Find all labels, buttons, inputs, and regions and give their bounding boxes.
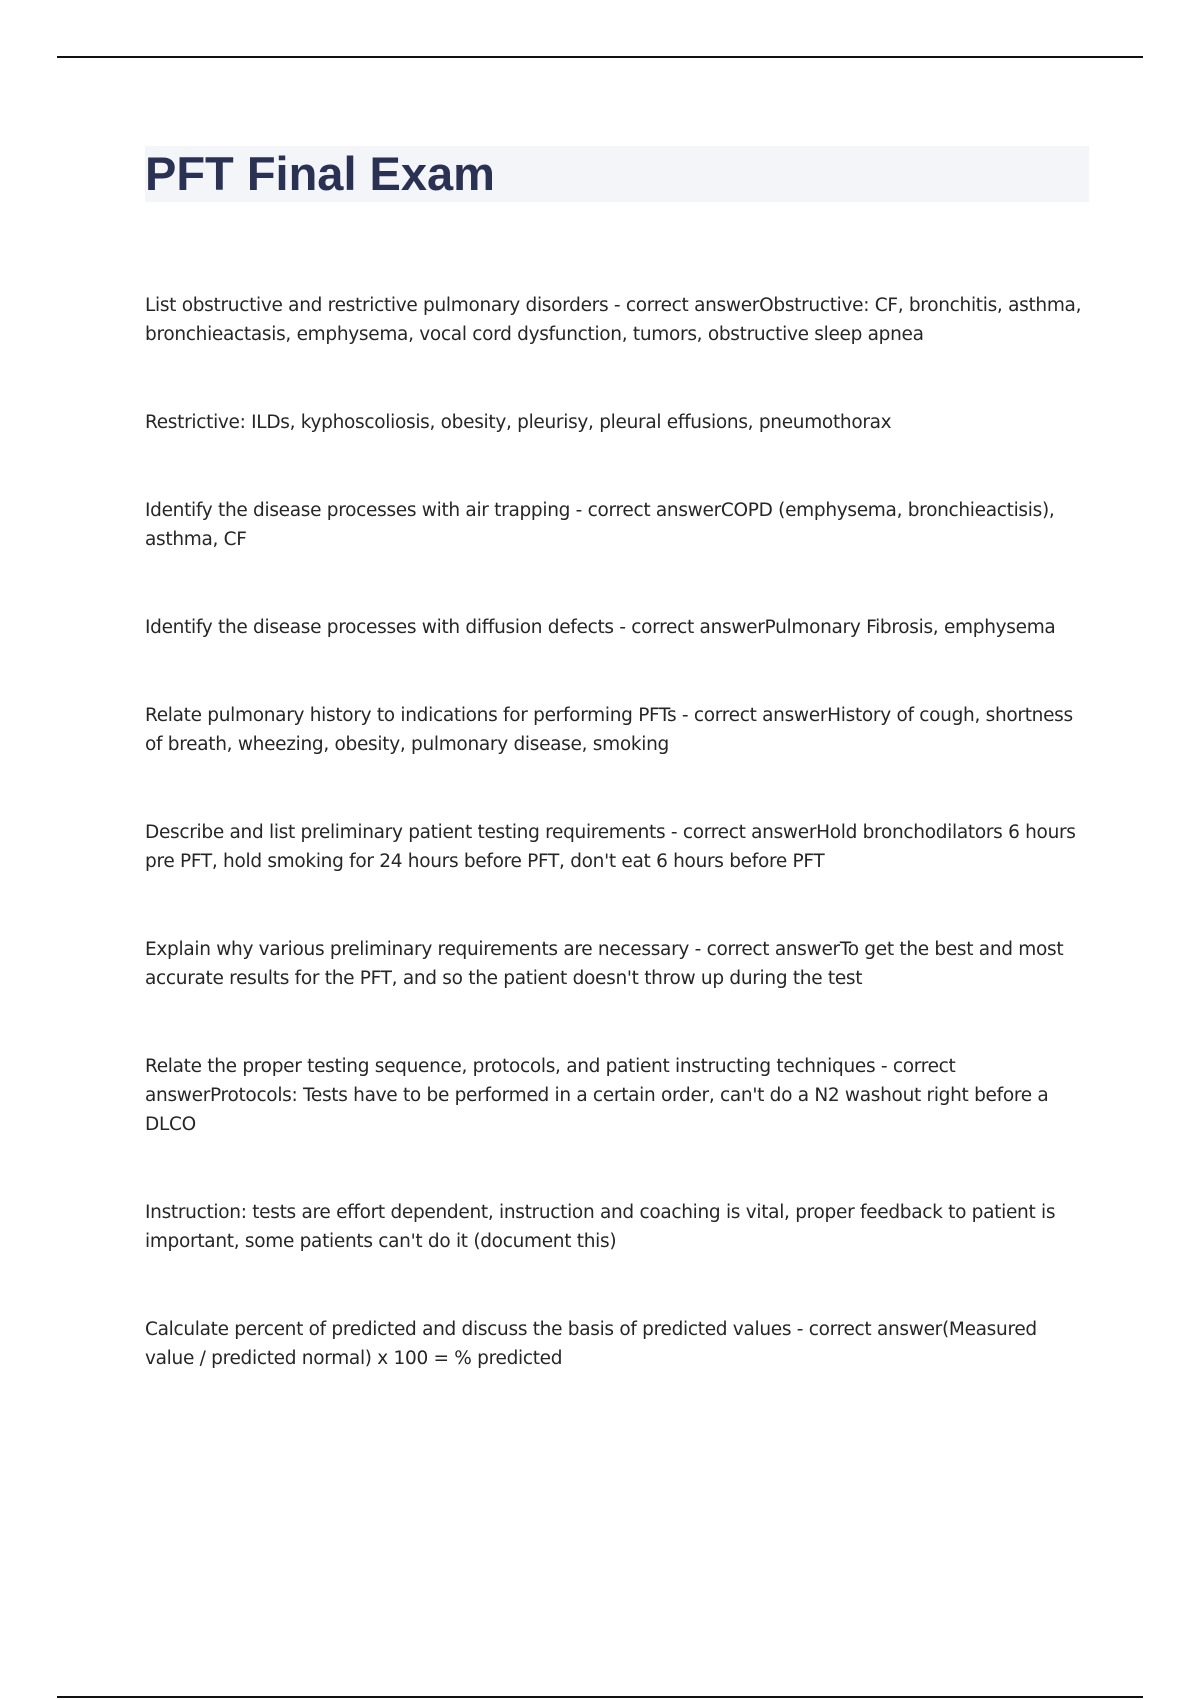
qa-paragraph-2: Restrictive: ILDs, kyphoscoliosis, obesity, pleurisy, pleural effusions, pneumothorax [145, 412, 892, 433]
qa-paragraph-5: Relate pulmonary history to indications for performing PFTs - correct answerHistory of cough, shortness of breath, wheezing, obesity, pulmonary disease, smoking [145, 705, 1073, 755]
qa-paragraph-4: Identify the disease processes with diffusion defects - correct answerPulmonary Fibrosis, emphysema [145, 617, 1056, 638]
qa-paragraph-1: List obstructive and restrictive pulmonary disorders - correct answerObstructive: CF, bronchitis, asthma, bronchieactasis, emphysema, vocal cord dysfunction, tumors, obstructive sleep apnea [145, 295, 1082, 345]
page-title: PFT Final Exam [145, 147, 495, 200]
top-rule [57, 56, 1143, 58]
document-body [145, 291, 1085, 1432]
qa-paragraph-3: Identify the disease processes with air trapping - correct answerCOPD (emphysema, bronchieactisis), asthma, CF [145, 500, 1055, 550]
bottom-rule [57, 1696, 1143, 1698]
qa-paragraph-6: Describe and list preliminary patient testing requirements - correct answerHold bronchodilators 6 hours pre PFT, hold smoking for 24 hours before PFT, don't eat 6 hours before PFT [145, 822, 1076, 872]
qa-paragraph-7: Explain why various preliminary requirements are necessary - correct answerTo get the best and most accurate results for the PFT, and so the patient doesn't throw up during the test [145, 939, 1064, 989]
qa-paragraph-10: Calculate percent of predicted and discuss the basis of predicted values - correct answer(Measured value / predicted normal) x 100 = % predicted [145, 1319, 1037, 1369]
qa-paragraph-8: Relate the proper testing sequence, protocols, and patient instructing techniques - correct answerProtocols: Tests have to be performed in a certain order, can't do a N2 washout right before a DLCO [145, 1056, 1049, 1135]
qa-paragraph-9: Instruction: tests are effort dependent, instruction and coaching is vital, proper feedback to patient is important, some patients can't do it (document this) [145, 1202, 1056, 1252]
